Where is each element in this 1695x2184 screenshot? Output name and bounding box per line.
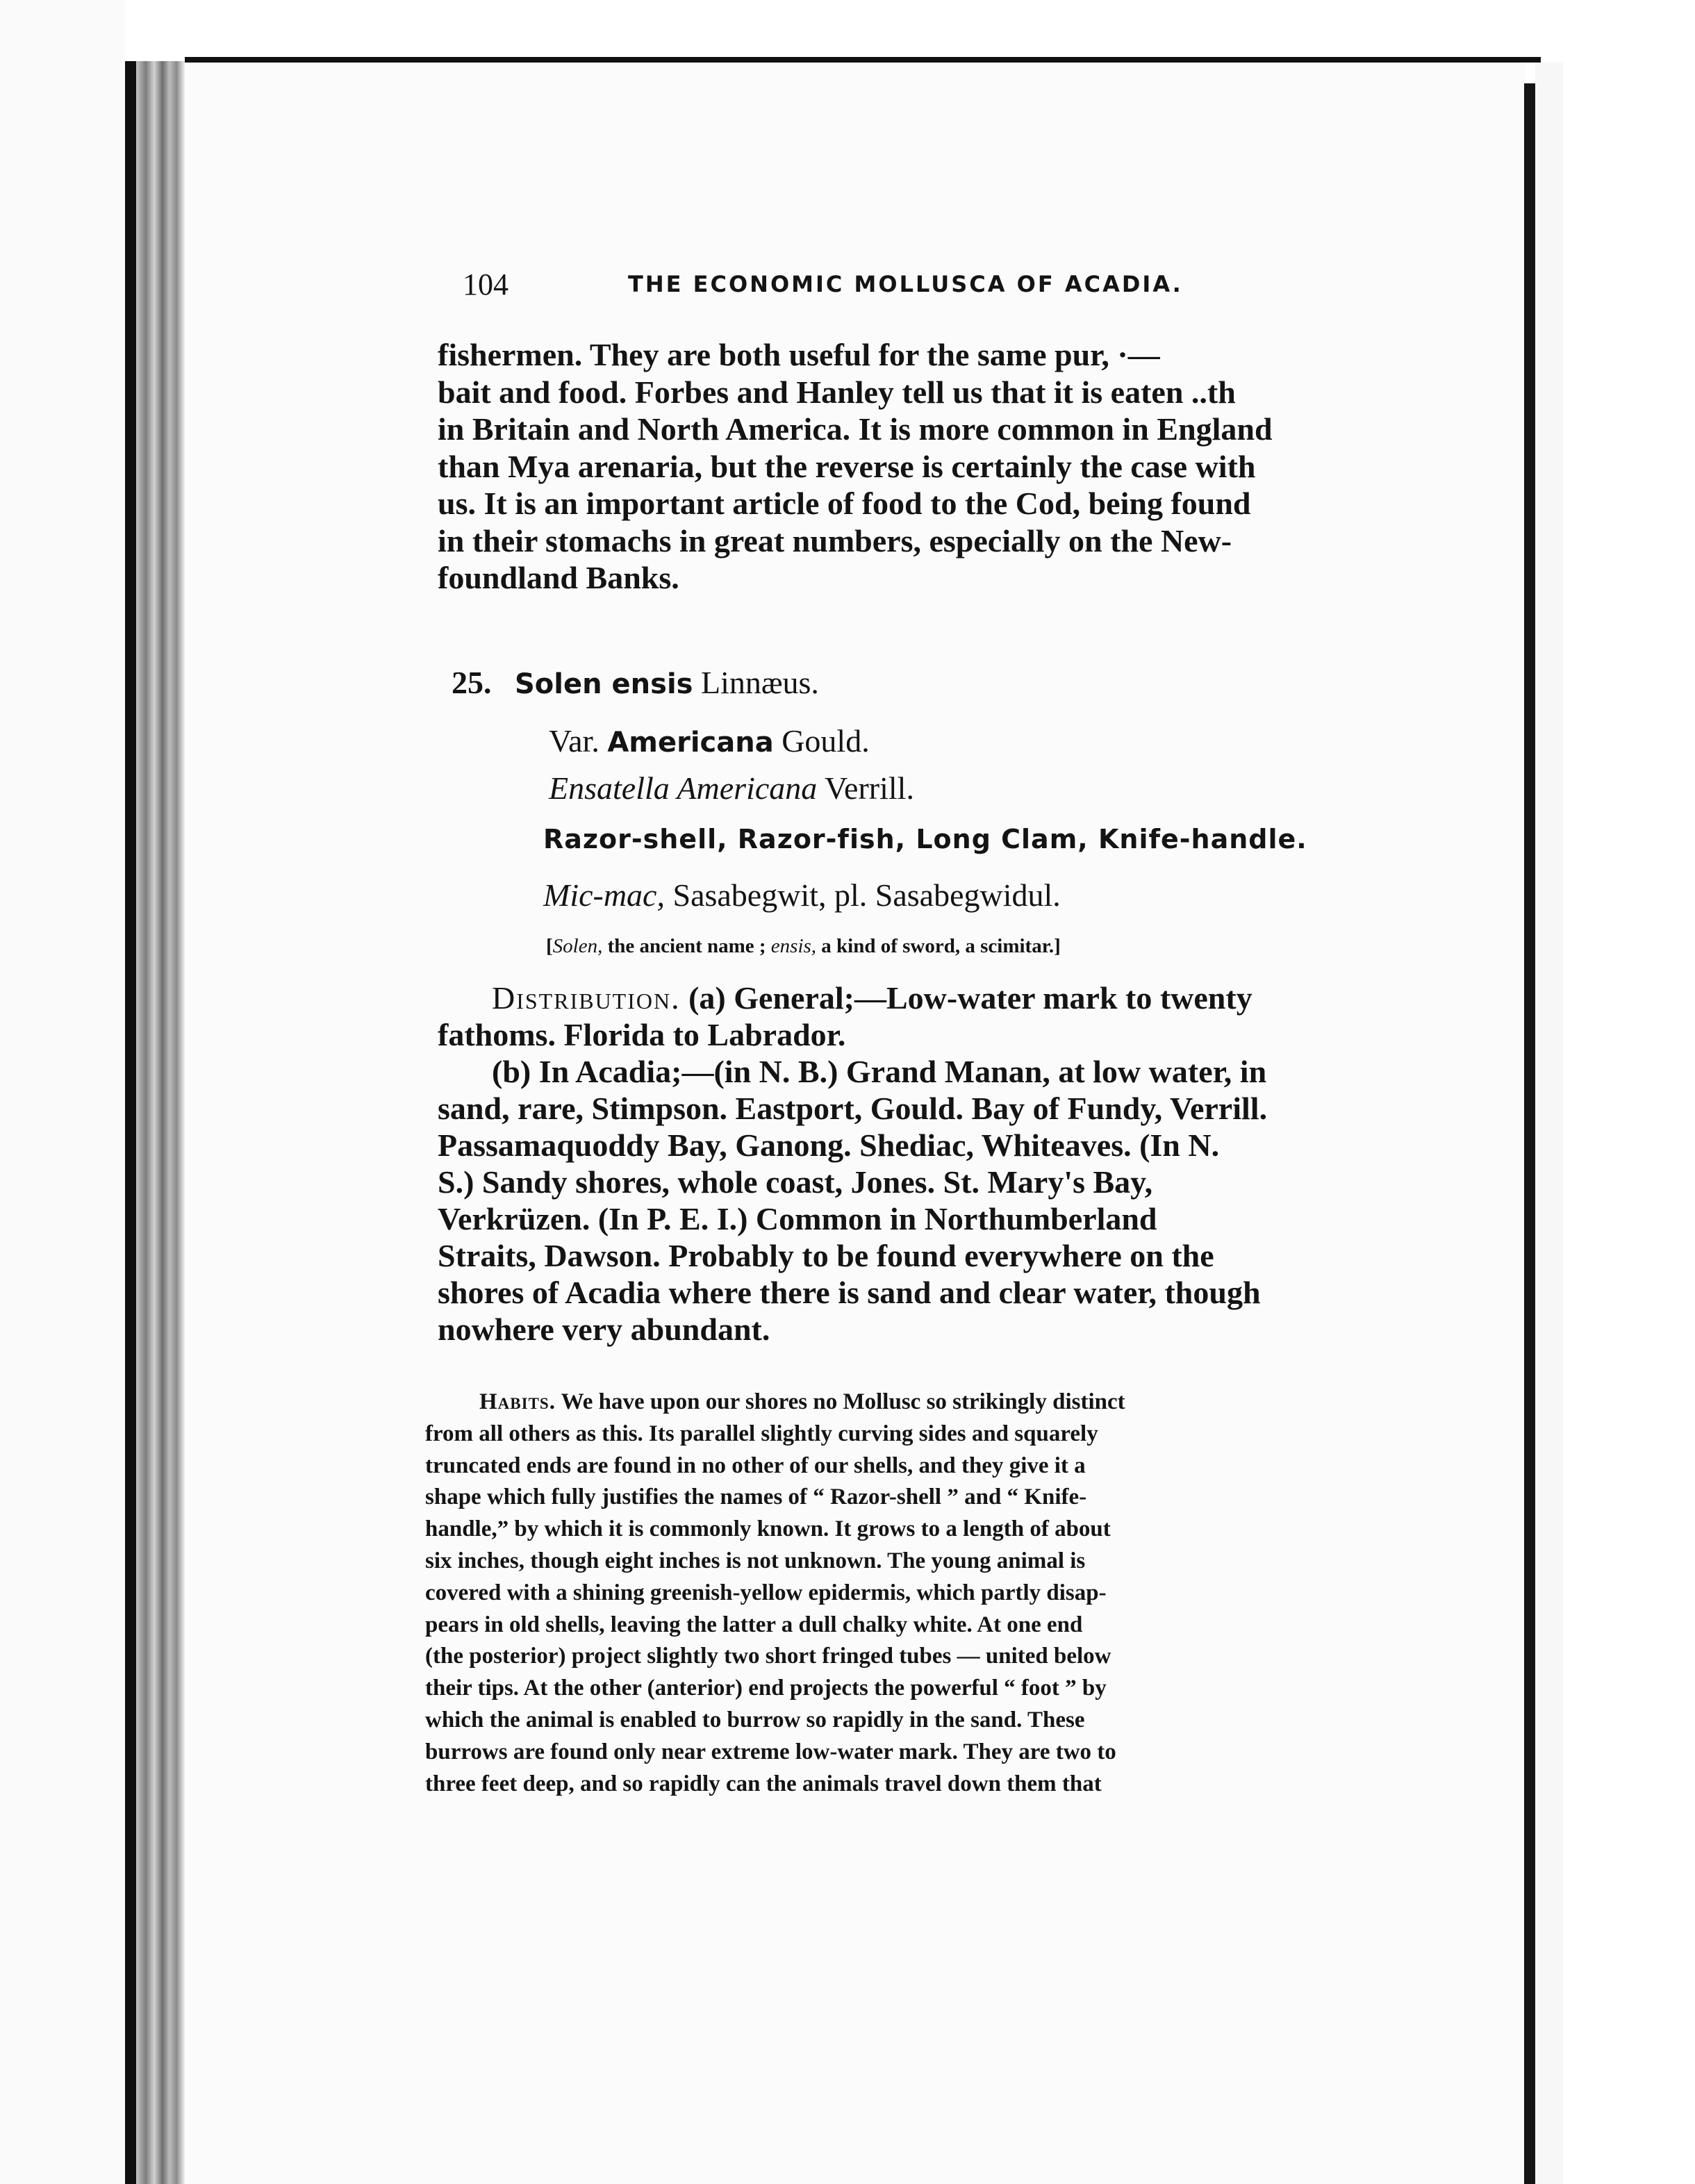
facing-page-edge [1535,63,1563,2184]
etymology-bracket: [ [546,935,553,957]
continuation-paragraph [438,336,1341,597]
page-number: 104 [463,267,508,301]
book-spine [125,61,185,2184]
text-line: (the posterior) project slightly two short fringed tubes — united below [425,1644,1111,1669]
text-line: Straits, Dawson. Probably to be found everywhere on the [438,1238,1214,1273]
distribution-text: (a) General;—Low-water mark to twenty [688,980,1252,1016]
text-line: in their stomachs in great numbers, especially on the New- [438,522,1232,559]
text-line: in Britain and North America. It is more common in England [438,411,1273,447]
text-line: fishermen. They are both useful for the same pur, ·— [438,337,1160,372]
etymology-text-end: a kind of sword, a scimitar.] [816,935,1061,957]
text-line: foundland Banks. [438,560,679,595]
scan-background-left [0,0,125,2184]
micmac-text: Sasabegwit, pl. Sasabegwidul. [672,877,1061,913]
variety-name: Americana [607,727,774,759]
common-names: Razor-shell, Razor-fish, Long Clam, Knife-handle. [543,824,1307,854]
synonym-line [549,766,1452,811]
text-line: bait and food. Forbes and Hanley tell us that it is eaten ..th [438,374,1236,410]
text-line: their tips. At the other (anterior) end projects the powerful “ foot ” by [425,1676,1107,1701]
text-line: pears in old shells, leaving the latter a dull chalky white. At one end [425,1612,1083,1637]
text-line: three feet deep, and so rapidly can the animals travel down them that [425,1771,1102,1796]
species-number: 25. [452,665,492,700]
species-name: Solen ensis [515,668,693,700]
text-line: than Mya arenaria, but the reverse is certainly the case with [438,448,1256,484]
text-line: which the animal is enabled to burrow so rapidly in the sand. These [425,1707,1085,1732]
distribution-section [438,979,1341,1348]
habits-text: We have upon our shores no Mollusc so strikingly distinct [561,1389,1125,1414]
text-line: six inches, though eight inches is not unknown. The young animal is [425,1548,1086,1573]
text-line: sand, rare, Stimpson. Eastport, Gould. Bay of Fundy, Verrill. [438,1091,1268,1126]
species-author: Linnæus. [700,665,819,700]
text-line [438,979,1341,1016]
text-line: fathoms. Florida to Labrador. [438,1017,846,1052]
etymology-text: the ancient name ; [602,935,771,957]
etymology-note [546,935,1449,958]
synonym-name: Ensatella Americana [549,770,818,806]
variety-prefix: Var. [549,723,600,759]
page-gutter-right [1524,83,1535,2184]
text-line: handle,” by which it is commonly known. It grows to a length of about [425,1516,1111,1542]
etymology-ensis: ensis, [770,935,817,957]
variety-line [549,718,1452,766]
micmac-label: Mic-mac, [543,877,665,913]
text-line: nowhere very abundant. [438,1312,770,1347]
text-line: truncated ends are found in no other of our shells, and they give it a [425,1453,1086,1478]
scan-background-right [1563,0,1695,2184]
habits-section [425,1387,1328,1800]
text-line: (b) In Acadia;—(in N. B.) Grand Manan, at low water, in [492,1054,1267,1089]
text-line: us. It is an important article of food to the Cod, being found [438,486,1251,521]
page-top-edge [185,57,1541,63]
synonym-block [549,718,1452,811]
text-line: S.) Sandy shores, whole coast, Jones. St. Mary's Bay, [438,1164,1153,1200]
species-heading [452,664,1355,701]
habits-heading: Habits. [479,1389,556,1414]
text-line: Verkrüzen. (In P. E. I.) Common in Northumberland [438,1201,1157,1236]
text-line: from all others as this. Its parallel slightly curving sides and squarely [425,1421,1098,1446]
synonym-author: Verrill. [824,770,914,806]
running-title: THE ECONOMIC MOLLUSCA OF ACADIA. [628,271,1183,297]
text-line: covered with a shining greenish-yellow epidermis, which partly disap- [425,1580,1107,1605]
text-line: Passamaquoddy Bay, Ganong. Shediac, Whiteaves. (In N. [438,1127,1220,1163]
micmac-names [543,877,1446,913]
distribution-heading: Distribution. [492,980,681,1016]
etymology-solen: Solen, [552,935,603,957]
variety-author: Gould. [782,723,870,759]
text-line [425,1387,1328,1418]
text-line: burrows are found only near extreme low-water mark. They are two to [425,1739,1116,1764]
text-line: shape which fully justifies the names of “ Razor-shell ” and “ Knife- [425,1484,1087,1510]
text-line: shores of Acadia where there is sand and clear water, though [438,1275,1261,1310]
